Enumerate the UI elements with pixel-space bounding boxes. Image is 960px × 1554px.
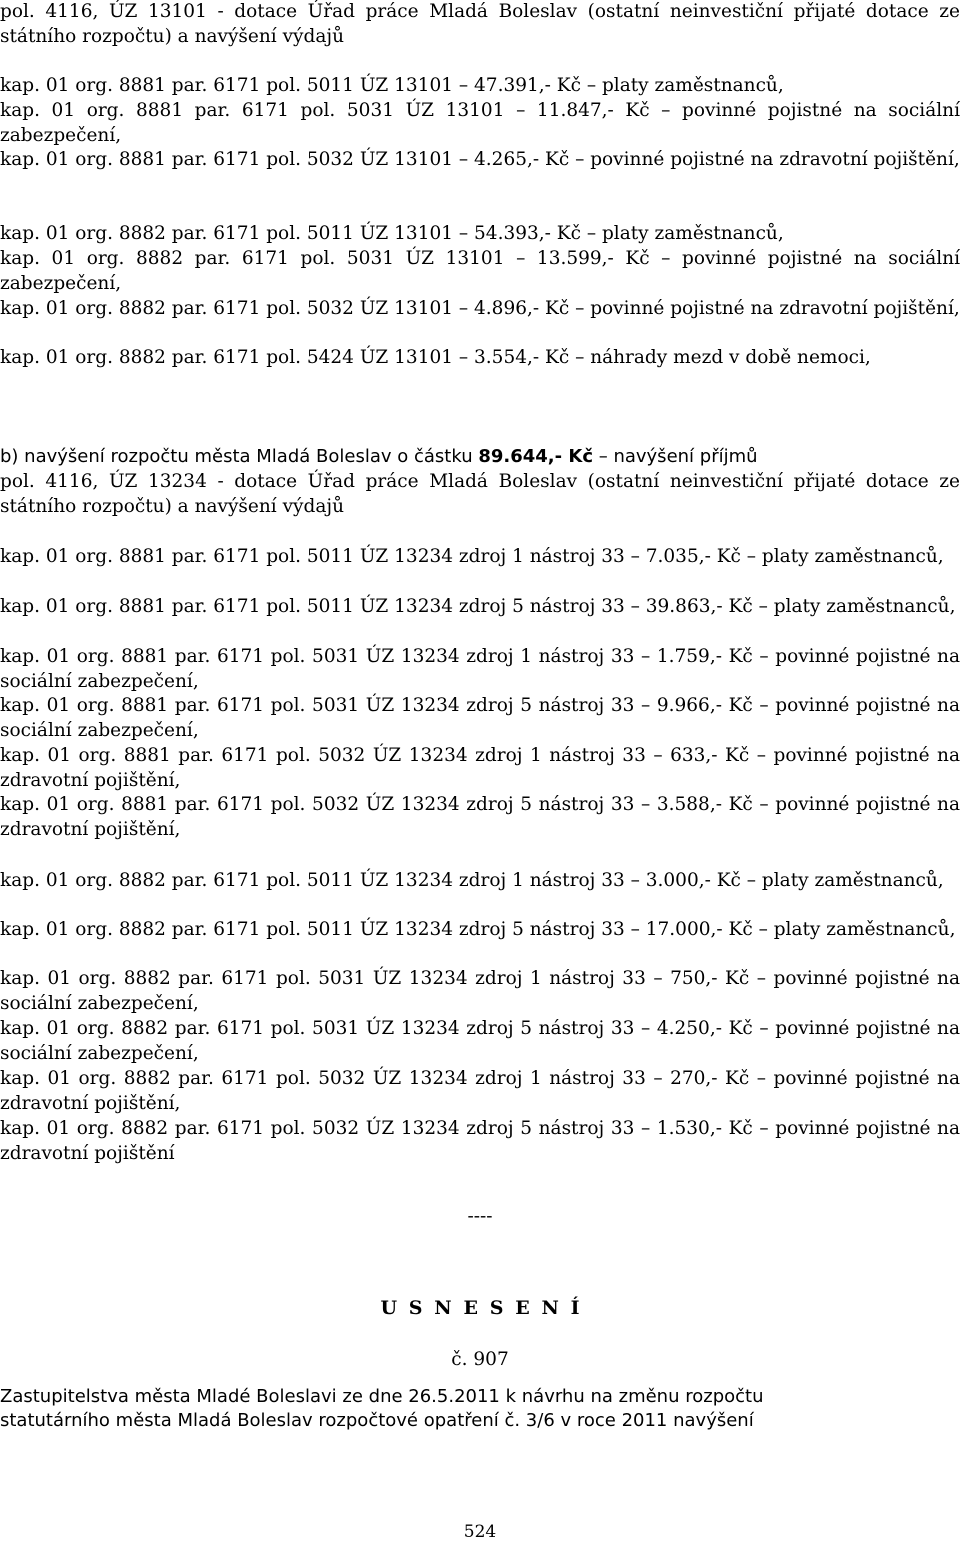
separator: ----	[467, 1206, 493, 1227]
section1-intro: pol. 4116, ÚZ 13101 - dotace Úřad práce Mladá Boleslav (ostatní neinvestiční přijaté dotace ze státního rozpočtu) a navýšení výdajů	[0, 1, 960, 47]
budget-line: kap. 01 org. 8881 par. 6171 pol. 5032 ÚZ 13101 – 4.265,- Kč – povinné pojistné na zdravotní pojištění,	[0, 149, 960, 170]
budget-line: kap. 01 org. 8882 par. 6171 pol. 5031 ÚZ 13234 zdroj 1 nástroj 33 – 750,- Kč – povinné pojistné na sociální zabezpečení,	[0, 968, 960, 1014]
section-b-intro: pol. 4116, ÚZ 13234 - dotace Úřad práce Mladá Boleslav (ostatní neinvestiční přijaté dotace ze státního rozpočtu) a navýšení výdajů	[0, 471, 960, 517]
budget-line: kap. 01 org. 8881 par. 6171 pol. 5011 ÚZ 13234 zdroj 5 nástroj 33 – 39.863,- Kč – platy zaměstnanců,	[0, 596, 956, 617]
budget-line: kap. 01 org. 8882 par. 6171 pol. 5032 ÚZ 13234 zdroj 1 nástroj 33 – 270,- Kč – povinné pojistné na zdravotní pojištění,	[0, 1068, 960, 1114]
budget-line: kap. 01 org. 8881 par. 6171 pol. 5031 ÚZ 13101 – 11.847,- Kč – povinné pojistné na sociální zabezpečení,	[0, 100, 960, 146]
budget-line: kap. 01 org. 8881 par. 6171 pol. 5011 ÚZ 13101 – 47.391,- Kč – platy zaměstnanců,	[0, 75, 784, 96]
budget-line: kap. 01 org. 8882 par. 6171 pol. 5031 ÚZ 13234 zdroj 5 nástroj 33 – 4.250,- Kč – povinné pojistné na sociální zabezpečení,	[0, 1018, 960, 1064]
page-number: 524	[463, 1522, 497, 1542]
heading-suffix: – navýšení příjmů	[593, 446, 758, 467]
resolution-title: USNESENÍ	[380, 1297, 592, 1319]
budget-line: kap. 01 org. 8881 par. 6171 pol. 5032 ÚZ 13234 zdroj 5 nástroj 33 – 3.588,- Kč – povinné pojistné na zdravotní pojištění,	[0, 794, 960, 840]
budget-line: kap. 01 org. 8881 par. 6171 pol. 5011 ÚZ 13234 zdroj 1 nástroj 33 – 7.035,- Kč – platy zaměstnanců,	[0, 546, 944, 567]
budget-line: kap. 01 org. 8881 par. 6171 pol. 5031 ÚZ 13234 zdroj 1 nástroj 33 – 1.759,- Kč – povinné pojistné na sociální zabezpečení,	[0, 646, 960, 692]
resolution-number: č. 907	[451, 1349, 509, 1370]
heading-amount: 89.644,- Kč	[478, 446, 593, 467]
resolution-text-line: statutárního města Mladá Boleslav rozpočtové opatření č. 3/6 v roce 2011 navýšení	[0, 1410, 754, 1431]
heading-prefix: b) navýšení rozpočtu města Mladá Boleslav o částku	[0, 446, 479, 467]
budget-line: kap. 01 org. 8882 par. 6171 pol. 5424 ÚZ 13101 – 3.554,- Kč – náhrady mezd v době nemoci,	[0, 347, 871, 368]
budget-line: kap. 01 org. 8882 par. 6171 pol. 5011 ÚZ 13234 zdroj 5 nástroj 33 – 17.000,- Kč – platy zaměstnanců,	[0, 919, 956, 940]
section-b-heading	[0, 445, 960, 470]
resolution-text-line: Zastupitelstva města Mladé Boleslavi ze dne 26.5.2011 k návrhu na změnu rozpočtu	[0, 1386, 764, 1407]
budget-line: kap. 01 org. 8882 par. 6171 pol. 5032 ÚZ 13101 – 4.896,- Kč – povinné pojistné na zdravotní pojištění,	[0, 298, 960, 319]
budget-line: kap. 01 org. 8881 par. 6171 pol. 5032 ÚZ 13234 zdroj 1 nástroj 33 – 633,- Kč – povinné pojistné na zdravotní pojištění,	[0, 745, 960, 791]
budget-line: kap. 01 org. 8881 par. 6171 pol. 5031 ÚZ 13234 zdroj 5 nástroj 33 – 9.966,- Kč – povinné pojistné na sociální zabezpečení,	[0, 695, 960, 741]
budget-line: kap. 01 org. 8882 par. 6171 pol. 5011 ÚZ 13234 zdroj 1 nástroj 33 – 3.000,- Kč – platy zaměstnanců,	[0, 870, 944, 891]
budget-line: kap. 01 org. 8882 par. 6171 pol. 5032 ÚZ 13234 zdroj 5 nástroj 33 – 1.530,- Kč – povinné pojistné na zdravotní pojištění	[0, 1118, 960, 1164]
budget-line: kap. 01 org. 8882 par. 6171 pol. 5011 ÚZ 13101 – 54.393,- Kč – platy zaměstnanců,	[0, 223, 784, 244]
budget-line: kap. 01 org. 8882 par. 6171 pol. 5031 ÚZ 13101 – 13.599,- Kč – povinné pojistné na sociální zabezpečení,	[0, 248, 960, 294]
